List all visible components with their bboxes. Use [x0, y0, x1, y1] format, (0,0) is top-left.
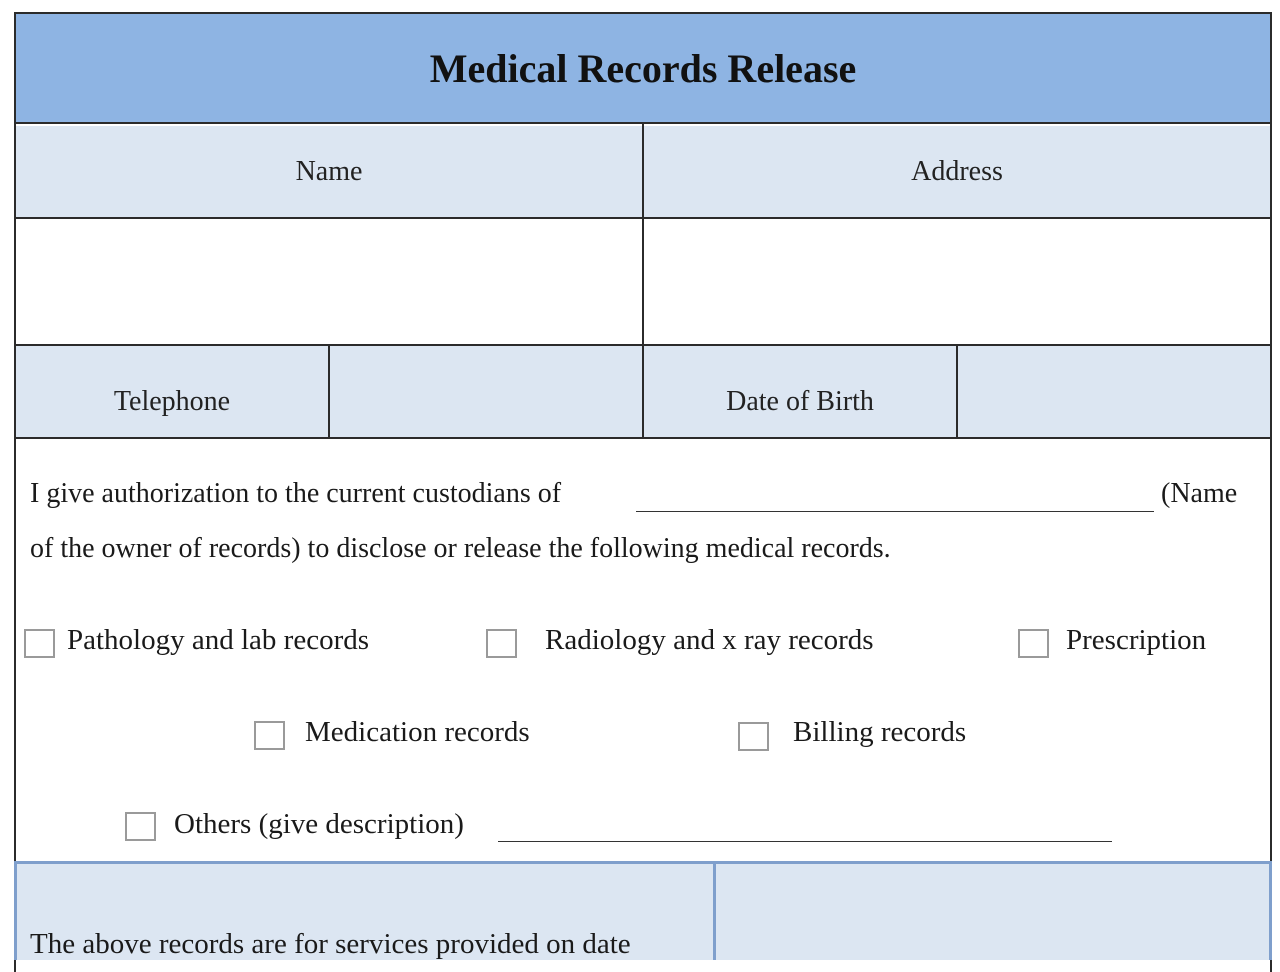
divider — [956, 344, 958, 439]
authorization-line1 — [30, 478, 561, 510]
authorization-suffix: (Name — [1161, 478, 1238, 509]
dob-label: Date of Birth — [726, 385, 874, 417]
billing-checkbox[interactable] — [738, 722, 769, 751]
divider — [14, 861, 17, 960]
telephone-label: Telephone — [113, 385, 231, 417]
address-label: Address — [911, 155, 1003, 187]
medication-checkbox[interactable] — [254, 721, 285, 750]
name-label: Name — [295, 155, 363, 187]
others-label: Others (give description) — [174, 808, 464, 840]
billing-label: Billing records — [793, 716, 967, 748]
name-input-cell[interactable] — [16, 219, 642, 344]
custodian-name-field[interactable] — [636, 476, 1154, 512]
title-bar — [16, 14, 1270, 124]
services-note: The above records are for services provided on date — [30, 928, 631, 960]
dob-input-cell[interactable] — [958, 346, 1270, 437]
divider — [1269, 861, 1272, 960]
radiology-label: Radiology and x ray records — [545, 624, 874, 656]
dob-header — [644, 346, 956, 437]
divider — [328, 344, 330, 439]
radiology-checkbox[interactable] — [486, 629, 517, 658]
medication-label: Medication records — [305, 716, 530, 748]
divider — [642, 124, 644, 439]
pathology-label: Pathology and lab records — [67, 624, 370, 656]
services-note-cell — [16, 864, 713, 960]
divider — [14, 861, 1272, 864]
address-header — [644, 126, 1270, 217]
services-date-cell[interactable] — [716, 864, 1270, 960]
form-title: Medical Records Release — [429, 45, 857, 91]
authorization-prefix: I give authorization to the current custodians of — [30, 478, 562, 509]
telephone-header — [16, 346, 328, 437]
telephone-input-cell[interactable] — [330, 346, 642, 437]
prescription-checkbox[interactable] — [1018, 629, 1049, 658]
others-description-field[interactable] — [498, 808, 1112, 842]
name-header — [16, 126, 642, 217]
divider — [713, 864, 716, 960]
address-input-cell[interactable] — [644, 219, 1270, 344]
prescription-label: Prescription — [1066, 624, 1207, 656]
others-checkbox[interactable] — [125, 812, 156, 841]
pathology-checkbox[interactable] — [24, 629, 55, 658]
authorization-line2: of the owner of records) to disclose or release the following medical records. — [30, 533, 891, 564]
